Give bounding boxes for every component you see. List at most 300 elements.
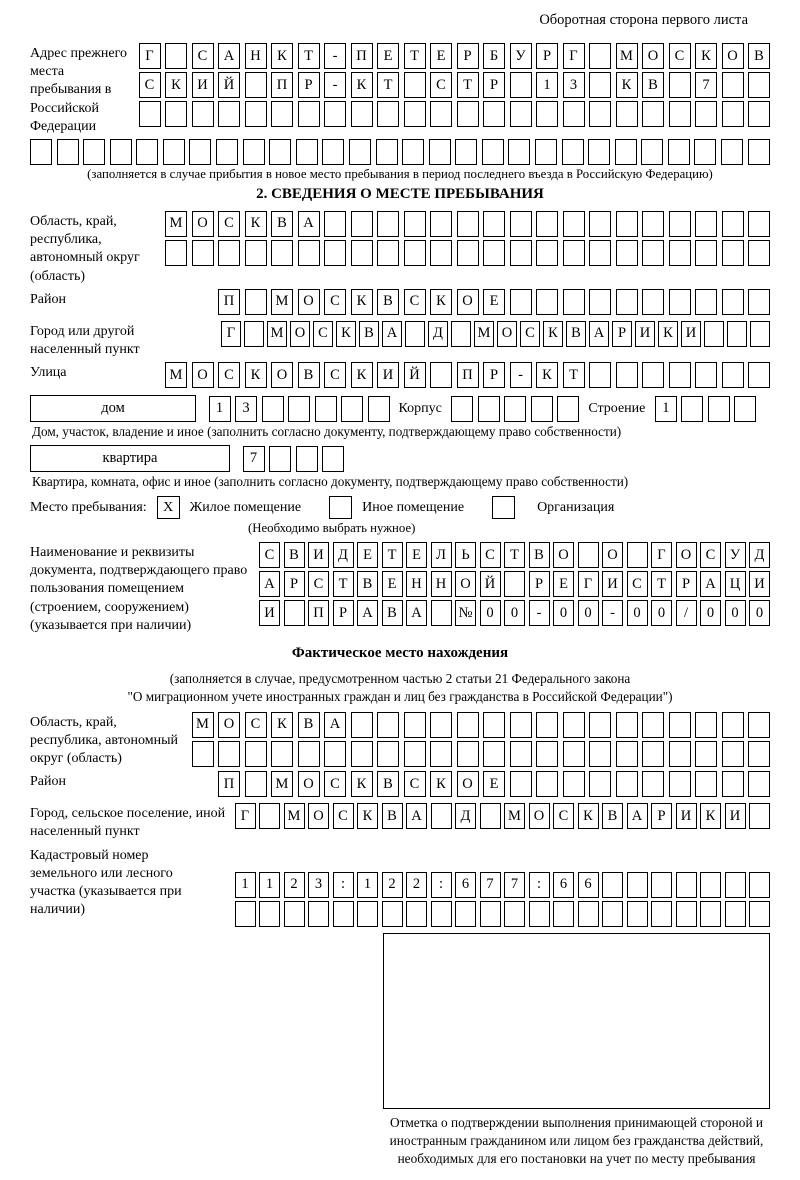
char-cell[interactable] <box>588 139 610 165</box>
char-cell[interactable] <box>529 901 550 927</box>
char-cell[interactable] <box>627 872 648 898</box>
char-cell[interactable] <box>510 211 532 237</box>
char-cell[interactable]: Ц <box>725 571 746 597</box>
char-cell[interactable]: К <box>351 72 373 98</box>
char-cell[interactable] <box>669 362 691 388</box>
char-cell[interactable]: Т <box>298 43 320 69</box>
char-cell[interactable] <box>139 101 161 127</box>
char-cell[interactable] <box>245 771 267 797</box>
char-cell[interactable]: - <box>324 72 346 98</box>
char-cell[interactable] <box>563 741 585 767</box>
char-cell[interactable]: С <box>480 542 501 568</box>
char-cell[interactable] <box>749 901 770 927</box>
char-cell[interactable]: В <box>382 803 403 829</box>
char-cell[interactable]: К <box>351 771 373 797</box>
char-cell[interactable] <box>510 72 532 98</box>
char-cell[interactable] <box>483 211 505 237</box>
char-cell[interactable]: О <box>290 321 310 347</box>
char-cell[interactable] <box>748 211 770 237</box>
char-cell[interactable] <box>695 240 717 266</box>
char-cell[interactable] <box>245 741 267 767</box>
char-cell[interactable]: К <box>357 803 378 829</box>
char-cell[interactable]: С <box>520 321 540 347</box>
char-cell[interactable]: О <box>308 803 329 829</box>
char-cell[interactable]: В <box>377 771 399 797</box>
char-cell[interactable]: Д <box>455 803 476 829</box>
char-cell[interactable]: И <box>308 542 329 568</box>
char-cell[interactable]: В <box>298 362 320 388</box>
char-cell[interactable] <box>451 396 473 422</box>
char-cell[interactable]: 1 <box>536 72 558 98</box>
char-cell[interactable] <box>192 741 214 767</box>
char-cell[interactable] <box>235 901 256 927</box>
char-cell[interactable] <box>377 211 399 237</box>
char-cell[interactable] <box>404 211 426 237</box>
char-cell[interactable]: П <box>308 600 329 626</box>
char-cell[interactable]: Е <box>430 43 452 69</box>
char-cell[interactable] <box>351 240 373 266</box>
char-cell[interactable]: К <box>430 771 452 797</box>
apartment-box[interactable]: квартира <box>30 445 230 472</box>
char-cell[interactable]: 6 <box>455 872 476 898</box>
char-cell[interactable] <box>589 289 611 315</box>
char-cell[interactable] <box>695 362 717 388</box>
char-cell[interactable]: С <box>324 362 346 388</box>
char-cell[interactable]: К <box>695 43 717 69</box>
char-cell[interactable] <box>669 289 691 315</box>
char-cell[interactable] <box>681 396 703 422</box>
char-cell[interactable] <box>483 101 505 127</box>
char-cell[interactable]: Г <box>139 43 161 69</box>
char-cell[interactable]: Е <box>553 571 574 597</box>
char-cell[interactable] <box>536 101 558 127</box>
char-cell[interactable] <box>368 396 390 422</box>
char-cell[interactable] <box>508 139 530 165</box>
char-cell[interactable] <box>749 803 770 829</box>
char-cell[interactable]: Д <box>749 542 770 568</box>
char-cell[interactable]: Р <box>651 803 672 829</box>
char-cell[interactable] <box>748 289 770 315</box>
char-cell[interactable]: М <box>474 321 494 347</box>
char-cell[interactable] <box>480 901 501 927</box>
char-cell[interactable]: 0 <box>553 600 574 626</box>
char-cell[interactable] <box>259 901 280 927</box>
char-cell[interactable]: С <box>218 362 240 388</box>
char-cell[interactable] <box>430 741 452 767</box>
char-cell[interactable]: К <box>271 43 293 69</box>
char-cell[interactable]: В <box>357 571 378 597</box>
char-cell[interactable]: М <box>271 771 293 797</box>
char-cell[interactable]: М <box>284 803 305 829</box>
char-cell[interactable]: Г <box>578 571 599 597</box>
char-cell[interactable]: В <box>529 542 550 568</box>
char-cell[interactable]: Г <box>235 803 256 829</box>
char-cell[interactable] <box>341 396 363 422</box>
char-cell[interactable] <box>510 741 532 767</box>
char-cell[interactable] <box>642 712 664 738</box>
char-cell[interactable] <box>602 901 623 927</box>
char-cell[interactable] <box>721 139 743 165</box>
char-cell[interactable]: В <box>602 803 623 829</box>
char-cell[interactable] <box>510 289 532 315</box>
char-cell[interactable] <box>404 240 426 266</box>
char-cell[interactable]: М <box>616 43 638 69</box>
char-cell[interactable]: С <box>333 803 354 829</box>
char-cell[interactable] <box>296 446 318 472</box>
char-cell[interactable] <box>218 741 240 767</box>
char-cell[interactable] <box>616 211 638 237</box>
char-cell[interactable] <box>725 872 746 898</box>
char-cell[interactable] <box>324 741 346 767</box>
char-cell[interactable] <box>165 43 187 69</box>
char-cell[interactable]: 3 <box>308 872 329 898</box>
char-cell[interactable]: О <box>529 803 550 829</box>
char-cell[interactable]: С <box>192 43 214 69</box>
char-cell[interactable]: О <box>271 362 293 388</box>
char-cell[interactable] <box>563 240 585 266</box>
char-cell[interactable]: К <box>336 321 356 347</box>
char-cell[interactable] <box>483 240 505 266</box>
char-cell[interactable] <box>695 101 717 127</box>
char-cell[interactable] <box>695 211 717 237</box>
char-cell[interactable]: О <box>298 771 320 797</box>
char-cell[interactable] <box>478 396 500 422</box>
char-cell[interactable] <box>722 741 744 767</box>
char-cell[interactable]: Г <box>563 43 585 69</box>
char-cell[interactable]: О <box>722 43 744 69</box>
char-cell[interactable]: 1 <box>259 872 280 898</box>
char-cell[interactable] <box>669 211 691 237</box>
char-cell[interactable] <box>669 741 691 767</box>
char-cell[interactable] <box>430 211 452 237</box>
char-cell[interactable] <box>725 901 746 927</box>
char-cell[interactable]: К <box>700 803 721 829</box>
char-cell[interactable]: Т <box>377 72 399 98</box>
char-cell[interactable]: О <box>192 211 214 237</box>
char-cell[interactable]: Н <box>245 43 267 69</box>
char-cell[interactable]: У <box>510 43 532 69</box>
char-cell[interactable]: А <box>259 571 280 597</box>
char-cell[interactable]: П <box>218 289 240 315</box>
char-cell[interactable] <box>642 211 664 237</box>
char-cell[interactable]: Р <box>676 571 697 597</box>
char-cell[interactable]: М <box>165 362 187 388</box>
char-cell[interactable]: В <box>642 72 664 98</box>
char-cell[interactable] <box>602 872 623 898</box>
char-cell[interactable]: А <box>700 571 721 597</box>
char-cell[interactable] <box>695 289 717 315</box>
char-cell[interactable]: Т <box>404 43 426 69</box>
char-cell[interactable]: П <box>351 43 373 69</box>
char-cell[interactable]: О <box>192 362 214 388</box>
char-cell[interactable] <box>748 771 770 797</box>
char-cell[interactable] <box>589 101 611 127</box>
char-cell[interactable] <box>669 101 691 127</box>
char-cell[interactable] <box>589 211 611 237</box>
char-cell[interactable]: О <box>642 43 664 69</box>
char-cell[interactable] <box>30 139 52 165</box>
char-cell[interactable] <box>483 741 505 767</box>
char-cell[interactable] <box>722 240 744 266</box>
char-cell[interactable] <box>404 72 426 98</box>
char-cell[interactable]: И <box>676 803 697 829</box>
char-cell[interactable]: 7 <box>480 872 501 898</box>
char-cell[interactable] <box>563 211 585 237</box>
char-cell[interactable] <box>259 803 280 829</box>
char-cell[interactable]: С <box>324 289 346 315</box>
char-cell[interactable] <box>457 211 479 237</box>
char-cell[interactable] <box>163 139 185 165</box>
char-cell[interactable]: 0 <box>480 600 501 626</box>
char-cell[interactable]: 1 <box>235 872 256 898</box>
char-cell[interactable]: К <box>245 362 267 388</box>
char-cell[interactable]: В <box>566 321 586 347</box>
char-cell[interactable]: П <box>271 72 293 98</box>
char-cell[interactable]: С <box>553 803 574 829</box>
char-cell[interactable]: К <box>536 362 558 388</box>
char-cell[interactable] <box>351 741 373 767</box>
char-cell[interactable]: С <box>627 571 648 597</box>
char-cell[interactable]: М <box>192 712 214 738</box>
char-cell[interactable] <box>269 139 291 165</box>
char-cell[interactable] <box>431 901 452 927</box>
char-cell[interactable] <box>216 139 238 165</box>
char-cell[interactable]: 2 <box>284 872 305 898</box>
char-cell[interactable]: 0 <box>504 600 525 626</box>
char-cell[interactable]: А <box>589 321 609 347</box>
char-cell[interactable]: - <box>510 362 532 388</box>
char-cell[interactable]: 3 <box>235 396 257 422</box>
char-cell[interactable] <box>676 901 697 927</box>
char-cell[interactable] <box>578 542 599 568</box>
char-cell[interactable]: И <box>377 362 399 388</box>
char-cell[interactable] <box>510 771 532 797</box>
char-cell[interactable] <box>482 139 504 165</box>
char-cell[interactable] <box>722 771 744 797</box>
char-cell[interactable]: К <box>658 321 678 347</box>
char-cell[interactable]: А <box>324 712 346 738</box>
char-cell[interactable]: В <box>748 43 770 69</box>
char-cell[interactable]: П <box>457 362 479 388</box>
char-cell[interactable]: С <box>313 321 333 347</box>
char-cell[interactable]: И <box>259 600 280 626</box>
char-cell[interactable]: О <box>457 771 479 797</box>
char-cell[interactable]: С <box>324 771 346 797</box>
char-cell[interactable]: О <box>676 542 697 568</box>
char-cell[interactable] <box>695 741 717 767</box>
char-cell[interactable]: С <box>245 712 267 738</box>
char-cell[interactable]: Р <box>284 571 305 597</box>
char-cell[interactable] <box>695 771 717 797</box>
char-cell[interactable]: 7 <box>504 872 525 898</box>
char-cell[interactable] <box>722 101 744 127</box>
char-cell[interactable]: Л <box>431 542 452 568</box>
char-cell[interactable]: 7 <box>695 72 717 98</box>
char-cell[interactable] <box>563 101 585 127</box>
char-cell[interactable] <box>324 101 346 127</box>
char-cell[interactable] <box>322 139 344 165</box>
char-cell[interactable] <box>536 741 558 767</box>
char-cell[interactable] <box>298 240 320 266</box>
char-cell[interactable] <box>430 101 452 127</box>
char-cell[interactable]: 0 <box>627 600 648 626</box>
checkbox-residential[interactable]: X <box>157 496 180 519</box>
char-cell[interactable]: Р <box>457 43 479 69</box>
char-cell[interactable]: Й <box>480 571 501 597</box>
char-cell[interactable]: И <box>635 321 655 347</box>
char-cell[interactable]: С <box>404 289 426 315</box>
char-cell[interactable] <box>284 600 305 626</box>
char-cell[interactable]: И <box>681 321 701 347</box>
char-cell[interactable]: Е <box>357 542 378 568</box>
char-cell[interactable]: Т <box>382 542 403 568</box>
char-cell[interactable]: Т <box>651 571 672 597</box>
char-cell[interactable] <box>357 901 378 927</box>
char-cell[interactable]: О <box>455 571 476 597</box>
char-cell[interactable] <box>271 240 293 266</box>
char-cell[interactable]: 2 <box>382 872 403 898</box>
char-cell[interactable]: К <box>351 289 373 315</box>
char-cell[interactable] <box>642 741 664 767</box>
char-cell[interactable] <box>510 101 532 127</box>
char-cell[interactable] <box>641 139 663 165</box>
char-cell[interactable] <box>578 901 599 927</box>
char-cell[interactable]: Р <box>529 571 550 597</box>
char-cell[interactable] <box>536 211 558 237</box>
confirmation-stamp-box[interactable] <box>383 933 770 1109</box>
char-cell[interactable] <box>616 101 638 127</box>
char-cell[interactable]: Т <box>563 362 585 388</box>
char-cell[interactable]: В <box>359 321 379 347</box>
char-cell[interactable] <box>351 211 373 237</box>
char-cell[interactable] <box>700 872 721 898</box>
char-cell[interactable]: Р <box>483 362 505 388</box>
char-cell[interactable] <box>748 101 770 127</box>
char-cell[interactable]: С <box>259 542 280 568</box>
char-cell[interactable] <box>192 240 214 266</box>
char-cell[interactable] <box>189 139 211 165</box>
char-cell[interactable] <box>589 771 611 797</box>
char-cell[interactable] <box>669 712 691 738</box>
char-cell[interactable]: Ь <box>455 542 476 568</box>
char-cell[interactable] <box>616 741 638 767</box>
char-cell[interactable] <box>192 101 214 127</box>
char-cell[interactable] <box>651 872 672 898</box>
char-cell[interactable] <box>262 396 284 422</box>
char-cell[interactable] <box>245 289 267 315</box>
char-cell[interactable] <box>535 139 557 165</box>
char-cell[interactable]: Й <box>218 72 240 98</box>
char-cell[interactable] <box>748 240 770 266</box>
char-cell[interactable]: Д <box>428 321 448 347</box>
char-cell[interactable]: С <box>669 43 691 69</box>
char-cell[interactable] <box>589 240 611 266</box>
char-cell[interactable]: П <box>218 771 240 797</box>
char-cell[interactable]: Т <box>504 542 525 568</box>
char-cell[interactable] <box>322 446 344 472</box>
char-cell[interactable] <box>430 362 452 388</box>
char-cell[interactable] <box>563 712 585 738</box>
char-cell[interactable] <box>455 901 476 927</box>
char-cell[interactable] <box>722 362 744 388</box>
char-cell[interactable] <box>431 600 452 626</box>
char-cell[interactable] <box>136 139 158 165</box>
char-cell[interactable] <box>642 771 664 797</box>
char-cell[interactable] <box>589 741 611 767</box>
char-cell[interactable] <box>504 901 525 927</box>
char-cell[interactable]: 0 <box>749 600 770 626</box>
char-cell[interactable]: О <box>602 542 623 568</box>
char-cell[interactable] <box>315 396 337 422</box>
char-cell[interactable] <box>333 901 354 927</box>
char-cell[interactable] <box>245 101 267 127</box>
char-cell[interactable]: 6 <box>553 872 574 898</box>
char-cell[interactable] <box>536 240 558 266</box>
char-cell[interactable] <box>589 712 611 738</box>
char-cell[interactable] <box>382 901 403 927</box>
char-cell[interactable] <box>296 139 318 165</box>
char-cell[interactable]: С <box>430 72 452 98</box>
char-cell[interactable]: М <box>504 803 525 829</box>
char-cell[interactable] <box>405 321 425 347</box>
char-cell[interactable]: 3 <box>563 72 585 98</box>
char-cell[interactable] <box>676 872 697 898</box>
char-cell[interactable] <box>83 139 105 165</box>
char-cell[interactable]: И <box>192 72 214 98</box>
char-cell[interactable] <box>642 289 664 315</box>
char-cell[interactable] <box>284 901 305 927</box>
char-cell[interactable]: К <box>430 289 452 315</box>
char-cell[interactable] <box>349 139 371 165</box>
char-cell[interactable] <box>298 101 320 127</box>
char-cell[interactable] <box>218 101 240 127</box>
char-cell[interactable] <box>457 101 479 127</box>
char-cell[interactable] <box>557 396 579 422</box>
char-cell[interactable] <box>722 72 744 98</box>
char-cell[interactable]: А <box>298 211 320 237</box>
char-cell[interactable]: М <box>267 321 287 347</box>
char-cell[interactable]: К <box>578 803 599 829</box>
char-cell[interactable]: К <box>543 321 563 347</box>
char-cell[interactable]: К <box>616 72 638 98</box>
char-cell[interactable] <box>563 771 585 797</box>
char-cell[interactable]: Е <box>377 43 399 69</box>
char-cell[interactable] <box>483 712 505 738</box>
char-cell[interactable] <box>298 741 320 767</box>
char-cell[interactable] <box>245 240 267 266</box>
char-cell[interactable] <box>269 446 291 472</box>
char-cell[interactable]: И <box>749 571 770 597</box>
char-cell[interactable]: И <box>602 571 623 597</box>
char-cell[interactable] <box>243 139 265 165</box>
char-cell[interactable] <box>616 712 638 738</box>
char-cell[interactable] <box>749 872 770 898</box>
char-cell[interactable] <box>376 139 398 165</box>
char-cell[interactable] <box>616 771 638 797</box>
char-cell[interactable] <box>722 289 744 315</box>
char-cell[interactable] <box>708 396 730 422</box>
char-cell[interactable]: Б <box>483 43 505 69</box>
char-cell[interactable]: А <box>627 803 648 829</box>
char-cell[interactable] <box>504 396 526 422</box>
char-cell[interactable]: Е <box>483 771 505 797</box>
char-cell[interactable]: С <box>308 571 329 597</box>
char-cell[interactable]: О <box>553 542 574 568</box>
char-cell[interactable]: Г <box>221 321 241 347</box>
char-cell[interactable]: Г <box>651 542 672 568</box>
char-cell[interactable] <box>404 741 426 767</box>
char-cell[interactable]: К <box>165 72 187 98</box>
